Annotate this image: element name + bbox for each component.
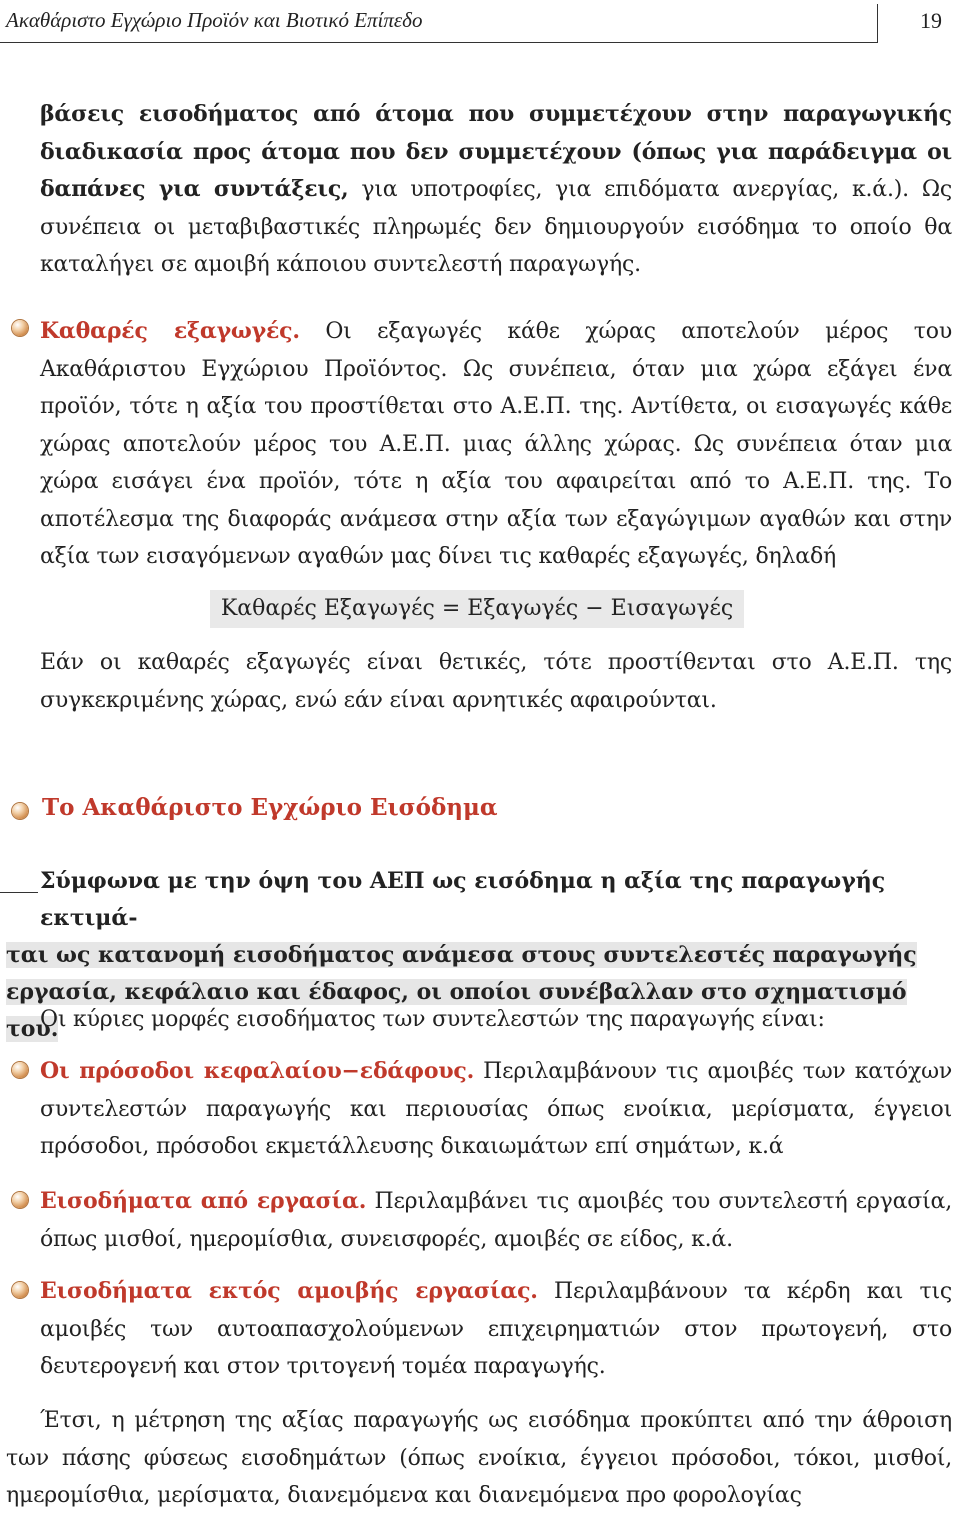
bullet-icon [12,1062,28,1078]
intro-paragraph [40,96,952,284]
definition-line-1: Σύμφωνα με την όψη του ΑΕΠ ως εισόδημα η αξία της παραγωγής εκτιμά- [40,868,886,931]
net-exports-formula: Καθαρές Εξαγωγές = Εξαγωγές − Εισαγωγές [210,590,744,628]
income-item-capital [40,1053,952,1166]
section-title: Το Ακαθάριστο Εγχώριο Εισόδημα [42,794,498,821]
closing-paragraph: Έτσι, η μέτρηση της αξίας παραγωγής ως εισόδημα προκύπτει από την άθροιση των πάσης φύσεως εισοδημάτων (όπως ενοίκια, έγγειοι πρόσοδοι, τόκοι, μισθοί, ημερομίσθια, μερίσματα, διανεμόμενα και διανεμόμενα προ φορολογίας [6,1408,952,1508]
page-number: 19 [920,8,942,33]
net-exports-heading: Καθαρές εξαγωγές. [40,318,300,344]
income-item-text: Περιλαμβάνουν τα κέρδη και τις αμοιβές των αυτοαπασχολούμενων επιχειρηματιών στον πρωτογενή, στο δευτερογενή και στον τριτογενή τομέα παραγωγής. [40,1279,952,1379]
bullet-icon [12,1282,28,1298]
net-exports-paragraph [40,313,952,576]
intro-text: για υποτροφίες, για επιδόματα ανεργίας, κ.ά.). Ως συνέπεια οι μεταβιβαστικές πληρωμές δεν δημιουργούν εισόδημα το οποίο θα καταλήγει σε αμοιβή κάποιου συντελεστή παραγωγής. [40,177,952,277]
intro-bold-text: βάσεις εισοδήματος από άτομα που συμμετέχουν στην παραγωγικής διαδικασία προς άτομα που δεν συμμετέχουν (όπως για παράδειγμα οι δαπάνες για συντάξεις, [40,101,952,202]
bullet-icon [12,803,28,819]
income-item-heading: Εισοδήματα εκτός αμοιβής εργασίας. [40,1278,538,1304]
forms-intro: Οι κύριες μορφές εισοδήματος των συντελεστών της παραγωγής είναι: [40,1007,825,1032]
definition-rest: ται ως κατανομή εισοδήματος ανάμεσα στους συντελεστές παραγωγής εργασία, κεφάλαιο και έδαφος, οι οποίοι συνέβαλλαν στο σχηματισμό του. [6,942,917,1042]
net-exports-conclusion: Εάν οι καθαρές εξαγωγές είναι θετικές, τότε προστίθενται στο Α.Ε.Π. της συγκεκριμένης χώρας, ενώ εάν είναι αρνητικές αφαιρούνται. [40,650,952,713]
income-item-heading: Εισοδήματα από εργασία. [40,1188,367,1214]
page-header [0,0,960,46]
income-item-text: Περιλαμβάνει τις αμοιβές του συντελεστή εργασία, όπως μισθοί, ημερομίσθια, συνεισφορές, αμοιβές σε είδος, κ.ά. [40,1189,952,1252]
bullet-icon [12,320,28,336]
definition-rule [0,892,38,893]
income-item-labour [40,1183,952,1258]
running-title: Ακαθάριστο Εγχώριο Προϊόν και Βιοτικό Επίπεδο [6,8,423,32]
income-item-heading: Οι πρόσοδοι κεφαλαίου−εδάφους. [40,1058,475,1084]
header-rule [0,42,878,43]
income-item-text: Περιλαμβάνουν τις αμοιβές των κατόχων συντελεστών παραγωγής και περιουσίας όπως ενοίκια, μερίσματα, έγγειοι πρόσοδοι, πρόσοδοι εκμετάλλευσης δικαιωμάτων επί σημάτων, κ.ά [40,1059,953,1159]
net-exports-text: Οι εξαγωγές κάθε χώρας αποτελούν μέρος του Ακαθάριστου Εγχώριου Προϊόντος. Ως συνέπεια, όταν μια χώρα εξάγει ένα προϊόν, τότε η αξία του προστίθεται στο Α.Ε.Π. της. Αντίθετα, οι εισαγωγές κάθε χώρας αποτελούν μέρος του Α.Ε.Π. μιας άλλης χώρας. Ως συνέπεια όταν μια χώρα εισάγει ένα προϊόν, τότε η αξία του αφαιρείται από το Α.Ε.Π. της. Το αποτέλεσμα της διαφοράς ανάμεσα στην αξία των εξαγώγιμων αγαθών και στην αξία των εισαγόμενων αγαθών μας δίνει τις καθαρές εξαγωγές, δηλαδή [40,319,952,569]
bullet-icon [12,1192,28,1208]
header-divider [877,4,878,43]
income-item-non-wage [40,1273,952,1386]
